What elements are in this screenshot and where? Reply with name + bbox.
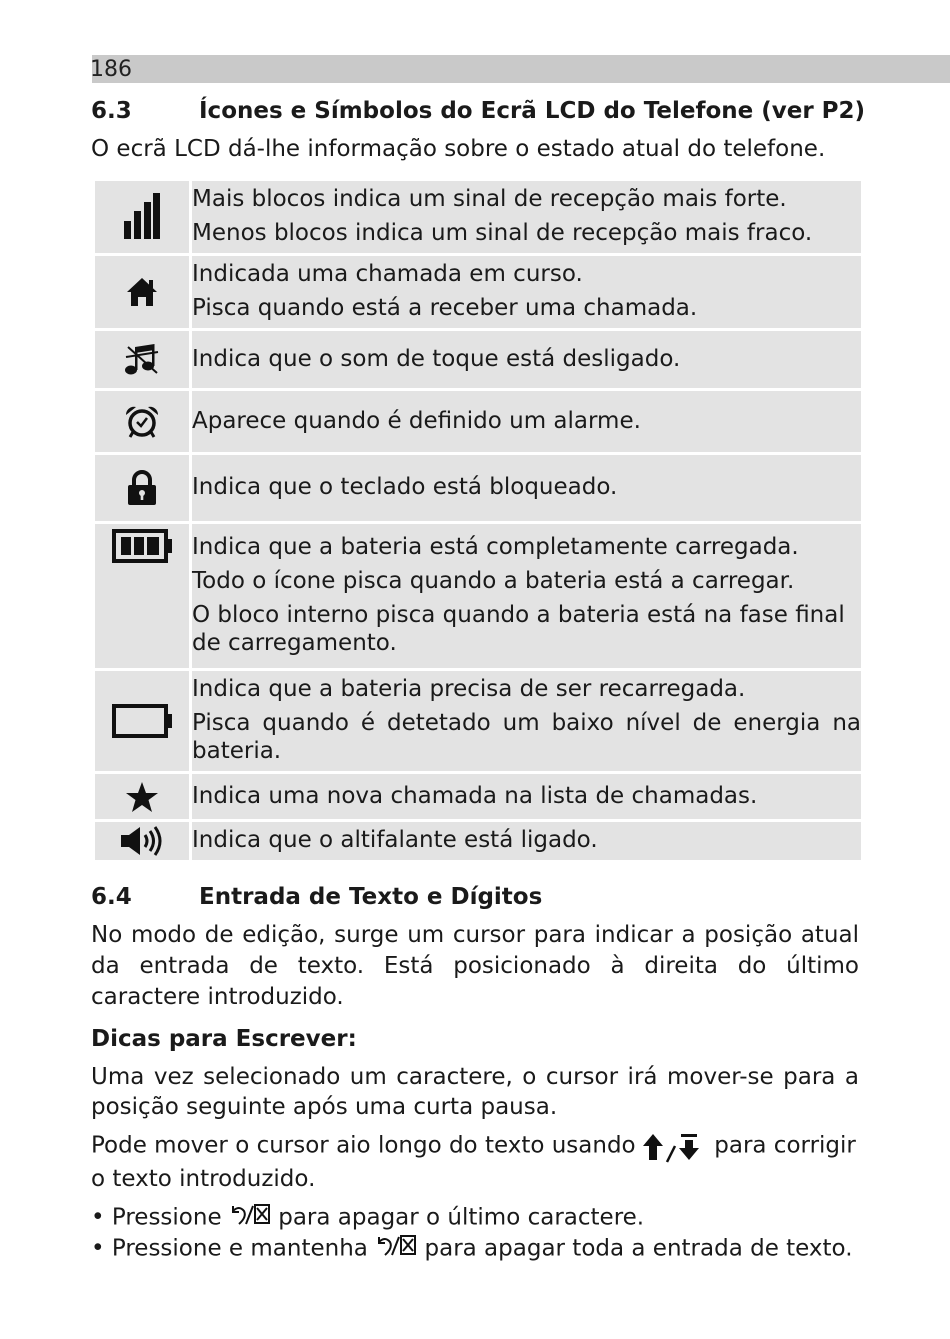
description-line: Mais blocos indica um sinal de recepção mais forte. [192,186,787,212]
section-heading-6-4 [91,883,542,911]
table-row [94,773,863,821]
description-line: Indica que a bateria está completamente carregada. [192,534,799,560]
bullet-item [91,1202,644,1234]
back-delete-key-icon [375,1233,417,1265]
description-cell [191,330,863,390]
section-title: Ícones e Símbolos do Ecrã LCD do Telefone (ver P2) [199,98,866,124]
table-row [94,454,863,523]
section-number: 6.4 [91,884,132,910]
description-cell [191,821,863,862]
description-line: O bloco interno pisca quando a bateria está na fase final de carregamento. [192,602,845,656]
description-line: Indica que a bateria precisa de ser recarregada. [192,676,746,702]
tip-text: para corrigir o texto introduzido. [91,1132,856,1192]
section-heading-6-3 [91,97,865,125]
section-title: Entrada de Texto e Dígitos [199,884,543,910]
description-line: Indica uma nova chamada na lista de chamadas. [192,782,758,809]
tips-heading: Dicas para Escrever: [91,1026,357,1052]
description-cell [191,670,863,773]
table-row [94,180,863,255]
battery-empty-icon [112,703,172,739]
table-row [94,390,863,454]
description-cell [191,523,863,670]
section-intro: O ecrã LCD dá-lhe informação sobre o estado atual do telefone. [91,136,826,162]
page-number: 186 [90,57,132,82]
icon-cell [94,330,191,390]
description-line: Indica que o som de toque está desligado. [192,345,681,372]
bullet-item [91,1233,853,1265]
icon-cell [94,821,191,862]
bullet-text: para apagar toda a entrada de texto. [424,1235,853,1262]
table-row [94,255,863,330]
icon-cell [94,180,191,255]
battery-full-icon [112,528,172,564]
section-paragraph: No modo de edição, surge um cursor para indicar a posição atual da entrada de texto. Está posicionado à direita do último caractere introduzido. [91,922,859,1010]
home-icon [126,276,158,308]
icon-cell [94,454,191,523]
page-header-bar [92,55,950,83]
description-cell [191,454,863,523]
tip-paragraph-cursor [91,1128,859,1195]
icon-cell [94,670,191,773]
up-down-arrows-icon [643,1128,707,1164]
description-line: Todo o ícone pisca quando a bateria está a carregar. [192,568,795,594]
back-delete-key-icon [229,1202,271,1234]
table-row [94,670,863,773]
description-line: Aparece quando é definido um alarme. [192,407,641,434]
description-line: Indica que o altifalante está ligado. [192,827,598,853]
alarm-clock-icon [124,405,160,439]
icon-cell [94,255,191,330]
bullet-text: • Pressione e mantenha [91,1235,368,1262]
star-icon [125,781,159,813]
section-number: 6.3 [91,98,132,124]
description-cell [191,773,863,821]
ringer-off-icon [124,343,160,377]
table-row [94,330,863,390]
table-row [94,821,863,862]
tip-text: Pode mover o cursor aio longo do texto usando [91,1132,636,1159]
icon-cell [94,773,191,821]
lcd-icons-table [92,178,864,863]
table-row [94,523,863,670]
description-cell [191,255,863,330]
icon-cell [94,523,191,670]
icon-cell [94,390,191,454]
padlock-icon [126,470,158,506]
description-line: Indica que o teclado está bloqueado. [192,474,618,500]
description-line: Pisca quando é detetado um baixo nível de energia na bateria. [192,710,861,764]
signal-strength-icon [124,193,160,241]
description-cell [191,390,863,454]
description-line: Pisca quando está a receber uma chamada. [192,295,698,321]
bullet-text: para apagar o último caractere. [278,1204,645,1231]
description-cell [191,180,863,255]
tip-paragraph: Uma vez selecionado um caractere, o cursor irá mover-se para a posição seguinte após uma curta pausa. [91,1064,859,1120]
description-line: Indicada uma chamada em curso. [192,261,583,287]
description-line: Menos blocos indica um sinal de recepção mais fraco. [192,220,813,246]
bullet-text: • Pressione [91,1204,222,1231]
speaker-icon [120,825,164,857]
